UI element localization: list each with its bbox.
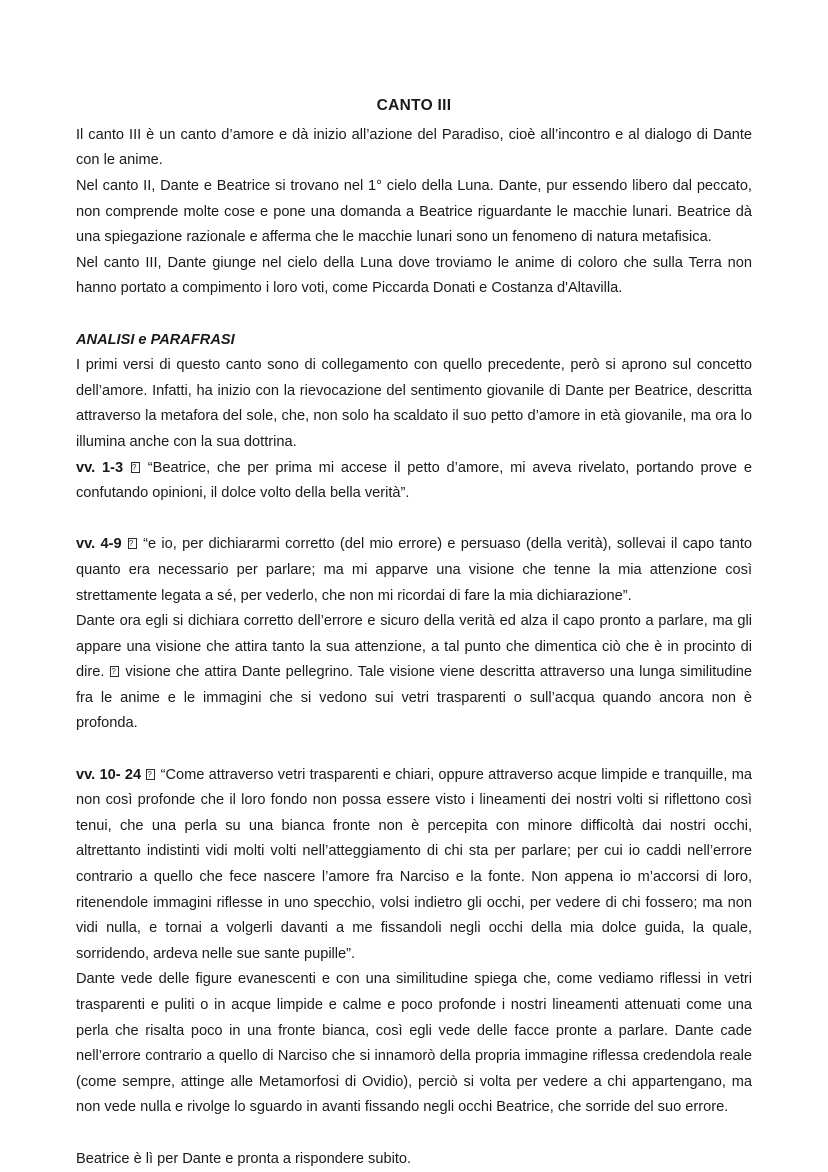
verse-quote-2: “e io, per dichiararmi corretto (del mio errore) e persuaso (della verità), sollevai il capo tanto quanto era necessario per parlare; ma mi apparve una visione che tenne la mia attenzione così strettamente legata a sé, per vederlo, che non mi ricordai di fare la mia dichiarazione”. [76,536,752,604]
paragraph-spacer [76,1121,752,1147]
missing-glyph-icon [131,462,140,473]
verse-commentary-2-pre: Dante ora egli si dichiara corretto dell’errore e sicuro della verità ed alza il capo pronto a parlare, ma gli appare una visione che attira tanto la sua attenzione, a tal punto che dimentica ciò che è in procinto di dire. [76,613,752,681]
verse-quote-1: “Beatrice, che per prima mi accese il petto d’amore, mi aveva rivelato, portando prove e confutando opinioni, il dolce volto della bella verità”. [76,459,752,502]
paragraph-spacer [76,737,752,763]
missing-glyph-icon [110,666,119,677]
intro-paragraph-2: Nel canto II, Dante e Beatrice si trovano nel 1° cielo della Luna. Dante, pur essendo libero dal peccato, non comprende molte cose e pone una domanda a Beatrice riguardante le macchie lunari. Beatrice dà una spiegazione razionale e afferma che le macchie lunari sono un fenomeno di natura metafisica. [76,178,752,246]
missing-glyph-icon [146,769,155,780]
verse-commentary-2-post: visione che attira Dante pellegrino. Tale visione viene descritta attraverso una lunga similitudine fra le anime e le immagini che si vedono sui vetri trasparenti o sull’acqua quando ancora non è profonda. [76,664,753,732]
verse-label-1: vv. 1-3 [76,459,124,476]
intro-paragraph-1: Il canto III è un canto d’amore e dà inizio all’azione del Paradiso, cioè all’incontro e al dialogo di Dante con le anime. [76,126,752,169]
verse-label-3: vv. 10- 24 [76,766,142,783]
verse-block-3 [76,763,752,968]
missing-glyph-icon [128,538,137,549]
paragraph-spacer [76,302,752,328]
closing-paragraph: Beatrice è lì per Dante e pronta a rispondere subito. [76,1150,412,1167]
verse-block-1 [76,456,752,507]
intro-paragraph-3: Nel canto III, Dante giunge nel cielo della Luna dove troviamo le anime di coloro che sulla Terra non hanno portato a compimento i loro voti, come Piccarda Donati e Costanza d'Altavilla. [76,254,752,297]
analysis-intro-paragraph: I primi versi di questo canto sono di collegamento con quello precedente, però si aprono sul concetto dell’amore. Infatti, ha inizio con la rievocazione del sentimento giovanile di Dante per Beatrice, descritta attraverso la metafora del sole, che, non solo ha scaldato il suo petto d’amore in età giovanile, ma ora lo illumina anche con la sua dottrina. [76,357,752,450]
verse-label-2: vv. 4-9 [76,536,122,553]
verse-commentary-3: Dante vede delle figure evanescenti e con una similitudine spiega che, come vediamo riflessi in vetri trasparenti e puliti o in acque limpide e calme e poco profonde i nostri lineamenti attenuati come una perla che risalta poco in una fronte bianca, così egli vede delle facce pronte a parlare. Dante cade nell’errore contrario a quello di Narciso che si innamorò della propria immagine riflessa credendola reale (come sempre, attinge alle Metamorfosi di Ovidio), perciò si volta per vedere a chi appartengano, ma non vede nulla e rivolge lo sguardo in avanti fissando negli occhi Beatrice, che sorride del suo errore. [76,971,752,1116]
verse-commentary-2 [76,609,752,737]
page-title: CANTO III [376,97,452,114]
paragraph-spacer [76,507,752,533]
section-heading-analisi-parafrasi: ANALISI e PARAFRASI [76,331,235,348]
verse-quote-3: “Come attraverso vetri trasparenti e chiari, oppure attraverso acque limpide e tranquille, ma non così profonde che il loro fondo non possa essere visto i lineamenti dei nostri volti si riflettono così tenui, che una perla su una bianca fronte non è percepita con minore difficoltà dai nostri occhi, altrettanto indistinti vidi molti volti nell’atteggiamento di chi sta per parlare; per cui io caddi nell’errore contrario a quello che fece nascere l’amore fra Narciso e la fonte. Non appena io m’accorsi di loro, ritenendole immagini riflesse in uno specchio, volsi indietro gli occhi, per vedere di chi fossero; ma non vidi nulla, e tornai a volgerli davanti a me fissandoli negli occhi della mia dolce guida, la quale, sorridendo, ardeva nelle sue sante pupille”. [76,766,752,962]
document-body [76,96,752,1172]
verse-block-2 [76,532,752,609]
